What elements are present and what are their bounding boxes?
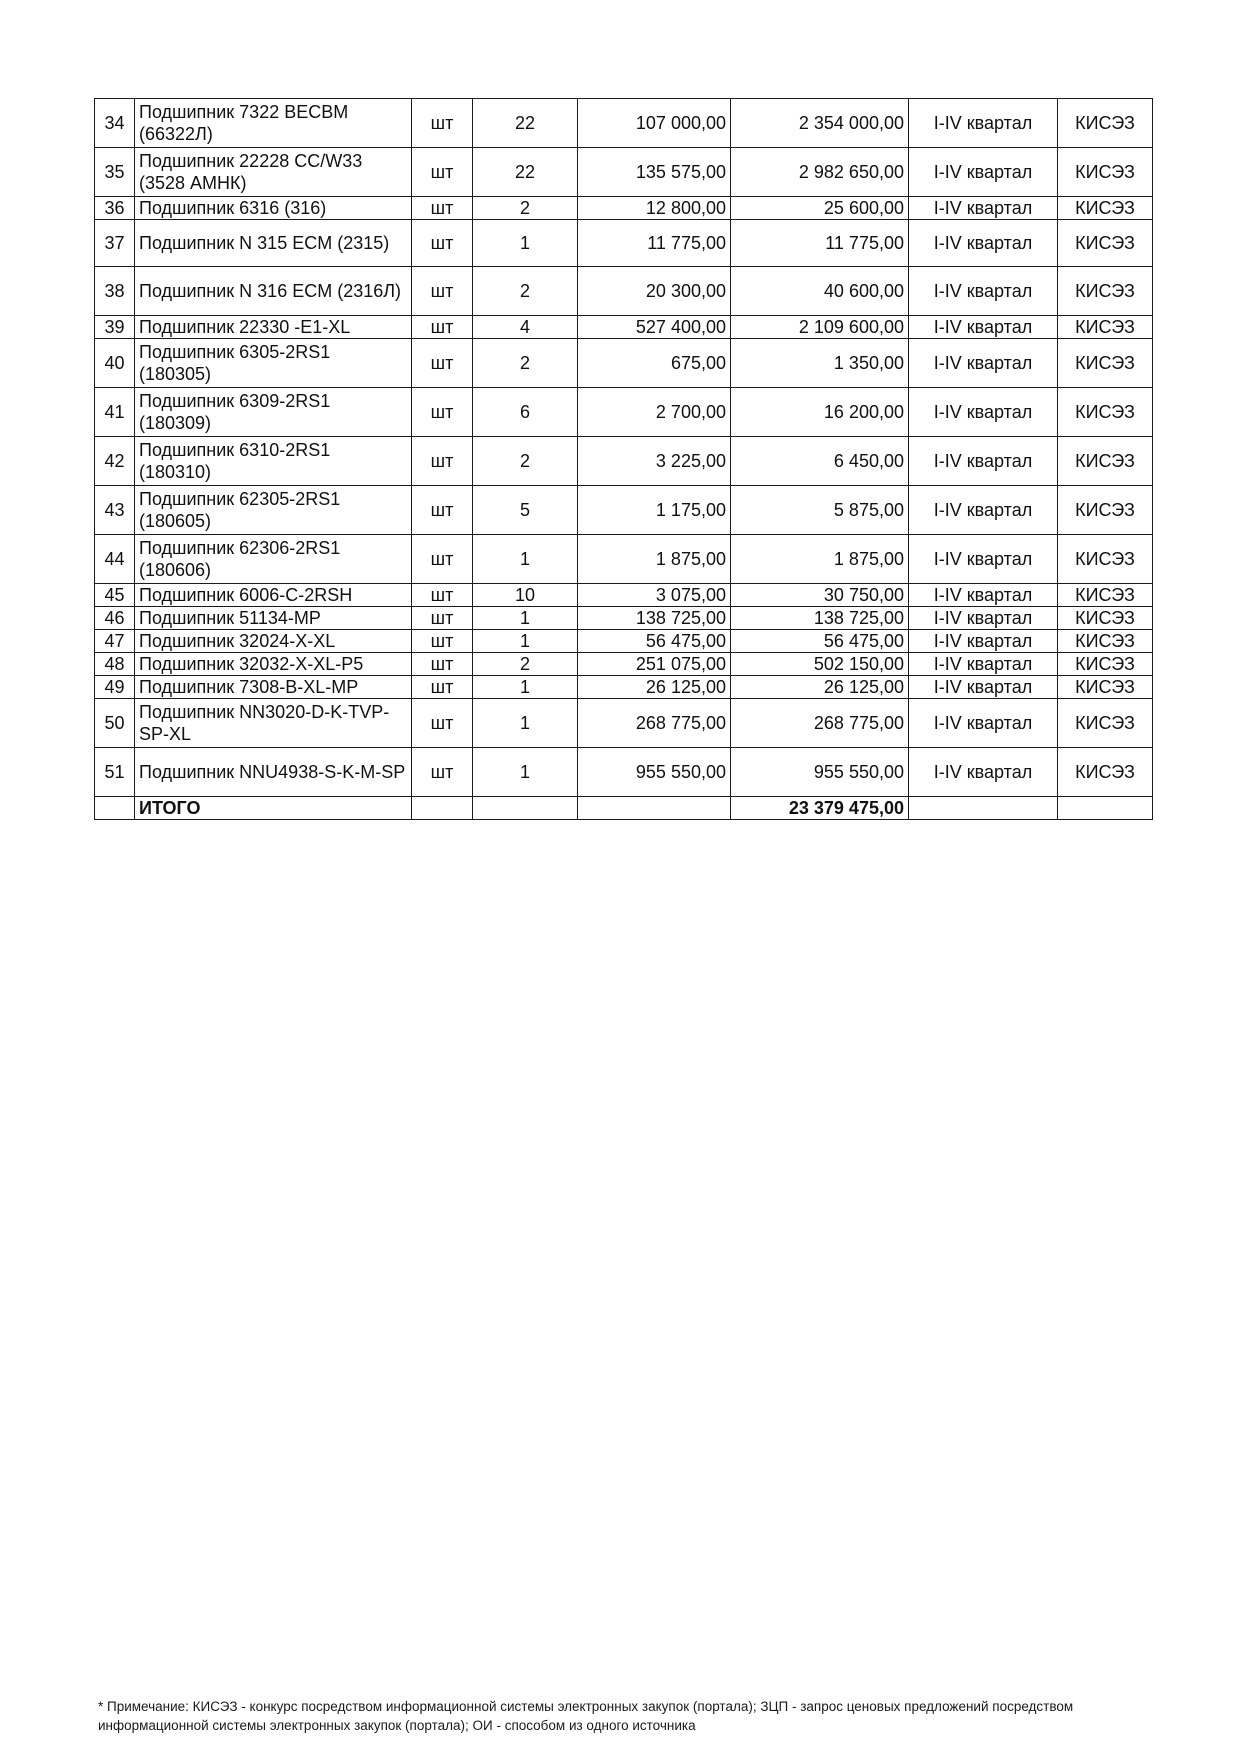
procurement-method-cell: КИСЭЗ <box>1058 486 1153 535</box>
row-number: 46 <box>95 607 135 630</box>
total-sum-cell: 11 775,00 <box>731 220 909 267</box>
unit-cell: шт <box>412 220 473 267</box>
unit-price-cell: 3 225,00 <box>578 437 731 486</box>
unit-cell: шт <box>412 584 473 607</box>
quantity-cell: 2 <box>473 197 578 220</box>
row-number: 37 <box>95 220 135 267</box>
item-name: Подшипник 6310-2RS1 (180310) <box>135 437 412 486</box>
table-row <box>95 653 1153 676</box>
item-name: Подшипник 62305-2RS1 (180605) <box>135 486 412 535</box>
item-name: Подшипник 6305-2RS1 (180305) <box>135 339 412 388</box>
procurement-method-cell: КИСЭЗ <box>1058 220 1153 267</box>
table-row <box>95 339 1153 388</box>
item-name: Подшипник 32032-X-XL-P5 <box>135 653 412 676</box>
unit-price-cell: 527 400,00 <box>578 316 731 339</box>
item-name: Подшипник 22330 -E1-XL <box>135 316 412 339</box>
total-sum: 23 379 475,00 <box>731 797 909 820</box>
item-name: Подшипник 62306-2RS1 (180606) <box>135 535 412 584</box>
procurement-method-cell: КИСЭЗ <box>1058 699 1153 748</box>
delivery-term-cell: I-IV квартал <box>909 339 1058 388</box>
unit-cell: шт <box>412 267 473 316</box>
table-row <box>95 699 1153 748</box>
unit-cell: шт <box>412 535 473 584</box>
quantity-cell: 2 <box>473 437 578 486</box>
quantity-cell: 6 <box>473 388 578 437</box>
delivery-term-cell: I-IV квартал <box>909 699 1058 748</box>
delivery-term-cell: I-IV квартал <box>909 584 1058 607</box>
unit-price-cell: 107 000,00 <box>578 99 731 148</box>
total-sum-cell: 2 982 650,00 <box>731 148 909 197</box>
item-name: Подшипник 32024-X-XL <box>135 630 412 653</box>
unit-cell: шт <box>412 316 473 339</box>
empty-cell <box>1058 797 1153 820</box>
total-sum-cell: 1 350,00 <box>731 339 909 388</box>
procurement-method-cell: КИСЭЗ <box>1058 630 1153 653</box>
procurement-method-cell: КИСЭЗ <box>1058 607 1153 630</box>
unit-price-cell: 251 075,00 <box>578 653 731 676</box>
item-name: Подшипник N 316 ECM (2316Л) <box>135 267 412 316</box>
table-row <box>95 748 1153 797</box>
unit-cell: шт <box>412 699 473 748</box>
procurement-method-cell: КИСЭЗ <box>1058 437 1153 486</box>
unit-price-cell: 1 875,00 <box>578 535 731 584</box>
item-name: Подшипник N 315 ECM (2315) <box>135 220 412 267</box>
empty-cell <box>909 797 1058 820</box>
procurement-method-cell: КИСЭЗ <box>1058 535 1153 584</box>
quantity-cell: 1 <box>473 676 578 699</box>
unit-cell: шт <box>412 676 473 699</box>
quantity-cell: 1 <box>473 630 578 653</box>
row-number: 51 <box>95 748 135 797</box>
unit-cell: шт <box>412 388 473 437</box>
procurement-method-cell: КИСЭЗ <box>1058 748 1153 797</box>
row-number: 38 <box>95 267 135 316</box>
quantity-cell: 1 <box>473 699 578 748</box>
row-number: 50 <box>95 699 135 748</box>
unit-price-cell: 2 700,00 <box>578 388 731 437</box>
delivery-term-cell: I-IV квартал <box>909 267 1058 316</box>
unit-cell: шт <box>412 99 473 148</box>
procurement-method-cell: КИСЭЗ <box>1058 339 1153 388</box>
quantity-cell: 1 <box>473 535 578 584</box>
row-number: 47 <box>95 630 135 653</box>
quantity-cell: 1 <box>473 607 578 630</box>
quantity-cell: 2 <box>473 267 578 316</box>
total-sum-cell: 2 354 000,00 <box>731 99 909 148</box>
item-name: Подшипник 22228 CC/W33 (3528 АМНК) <box>135 148 412 197</box>
table-row <box>95 388 1153 437</box>
delivery-term-cell: I-IV квартал <box>909 748 1058 797</box>
row-number: 48 <box>95 653 135 676</box>
table-row <box>95 437 1153 486</box>
total-sum-cell: 40 600,00 <box>731 267 909 316</box>
row-number: 35 <box>95 148 135 197</box>
table-row <box>95 584 1153 607</box>
table-row <box>95 676 1153 699</box>
delivery-term-cell: I-IV квартал <box>909 220 1058 267</box>
total-sum-cell: 2 109 600,00 <box>731 316 909 339</box>
procurement-method-cell: КИСЭЗ <box>1058 197 1153 220</box>
item-name: Подшипник 7322 BECBM (66322Л) <box>135 99 412 148</box>
total-sum-cell: 25 600,00 <box>731 197 909 220</box>
delivery-term-cell: I-IV квартал <box>909 316 1058 339</box>
delivery-term-cell: I-IV квартал <box>909 388 1058 437</box>
unit-price-cell: 20 300,00 <box>578 267 731 316</box>
delivery-term-cell: I-IV квартал <box>909 99 1058 148</box>
procurement-method-cell: КИСЭЗ <box>1058 267 1153 316</box>
empty-cell <box>95 797 135 820</box>
row-number: 43 <box>95 486 135 535</box>
unit-price-cell: 3 075,00 <box>578 584 731 607</box>
quantity-cell: 22 <box>473 99 578 148</box>
unit-price-cell: 138 725,00 <box>578 607 731 630</box>
quantity-cell: 1 <box>473 220 578 267</box>
table-row <box>95 607 1153 630</box>
procurement-method-cell: КИСЭЗ <box>1058 653 1153 676</box>
unit-price-cell: 12 800,00 <box>578 197 731 220</box>
unit-price-cell: 955 550,00 <box>578 748 731 797</box>
total-label: ИТОГО <box>135 797 412 820</box>
table-row <box>95 630 1153 653</box>
table-row <box>95 267 1153 316</box>
row-number: 45 <box>95 584 135 607</box>
unit-cell: шт <box>412 148 473 197</box>
procurement-method-cell: КИСЭЗ <box>1058 388 1153 437</box>
row-number: 41 <box>95 388 135 437</box>
item-name: Подшипник 51134-MP <box>135 607 412 630</box>
unit-price-cell: 56 475,00 <box>578 630 731 653</box>
unit-price-cell: 26 125,00 <box>578 676 731 699</box>
unit-cell: шт <box>412 653 473 676</box>
total-sum-cell: 16 200,00 <box>731 388 909 437</box>
procurement-table <box>94 98 1153 820</box>
total-sum-cell: 955 550,00 <box>731 748 909 797</box>
row-number: 42 <box>95 437 135 486</box>
total-sum-cell: 6 450,00 <box>731 437 909 486</box>
row-number: 34 <box>95 99 135 148</box>
table-row <box>95 220 1153 267</box>
total-sum-cell: 502 150,00 <box>731 653 909 676</box>
delivery-term-cell: I-IV квартал <box>909 630 1058 653</box>
unit-price-cell: 268 775,00 <box>578 699 731 748</box>
item-name: Подшипник 6006-C-2RSH <box>135 584 412 607</box>
total-sum-cell: 5 875,00 <box>731 486 909 535</box>
delivery-term-cell: I-IV квартал <box>909 535 1058 584</box>
unit-price-cell: 675,00 <box>578 339 731 388</box>
footnote: * Примечание: КИСЭЗ - конкурс посредством информационной системы электронных закупок (портала); ЗЦП - запрос ценовых предложений посредством информационной системы электронных закупок (портала); ОИ - способом из одного источника <box>98 1699 1074 1733</box>
item-name: Подшипник 6316 (316) <box>135 197 412 220</box>
delivery-term-cell: I-IV квартал <box>909 607 1058 630</box>
quantity-cell: 2 <box>473 653 578 676</box>
empty-cell <box>412 797 473 820</box>
empty-cell <box>473 797 578 820</box>
unit-cell: шт <box>412 486 473 535</box>
total-sum-cell: 56 475,00 <box>731 630 909 653</box>
unit-cell: шт <box>412 339 473 388</box>
empty-cell <box>578 797 731 820</box>
table-row <box>95 316 1153 339</box>
delivery-term-cell: I-IV квартал <box>909 148 1058 197</box>
delivery-term-cell: I-IV квартал <box>909 676 1058 699</box>
unit-cell: шт <box>412 748 473 797</box>
delivery-term-cell: I-IV квартал <box>909 486 1058 535</box>
total-sum-cell: 1 875,00 <box>731 535 909 584</box>
row-number: 40 <box>95 339 135 388</box>
procurement-method-cell: КИСЭЗ <box>1058 99 1153 148</box>
quantity-cell: 4 <box>473 316 578 339</box>
quantity-cell: 1 <box>473 748 578 797</box>
total-sum-cell: 30 750,00 <box>731 584 909 607</box>
quantity-cell: 2 <box>473 339 578 388</box>
table-body <box>95 99 1153 820</box>
unit-price-cell: 1 175,00 <box>578 486 731 535</box>
total-row <box>95 797 1153 820</box>
item-name: Подшипник NNU4938-S-K-M-SP <box>135 748 412 797</box>
unit-cell: шт <box>412 630 473 653</box>
delivery-term-cell: I-IV квартал <box>909 197 1058 220</box>
procurement-method-cell: КИСЭЗ <box>1058 676 1153 699</box>
delivery-term-cell: I-IV квартал <box>909 437 1058 486</box>
table-row <box>95 99 1153 148</box>
procurement-method-cell: КИСЭЗ <box>1058 316 1153 339</box>
unit-cell: шт <box>412 607 473 630</box>
row-number: 49 <box>95 676 135 699</box>
item-name: Подшипник 6309-2RS1 (180309) <box>135 388 412 437</box>
table-row <box>95 197 1153 220</box>
item-name: Подшипник 7308-B-XL-MP <box>135 676 412 699</box>
row-number: 44 <box>95 535 135 584</box>
unit-price-cell: 135 575,00 <box>578 148 731 197</box>
row-number: 36 <box>95 197 135 220</box>
table-row <box>95 486 1153 535</box>
item-name: Подшипник NN3020-D-K-TVP-SP-XL <box>135 699 412 748</box>
total-sum-cell: 138 725,00 <box>731 607 909 630</box>
quantity-cell: 5 <box>473 486 578 535</box>
quantity-cell: 10 <box>473 584 578 607</box>
procurement-method-cell: КИСЭЗ <box>1058 148 1153 197</box>
unit-cell: шт <box>412 197 473 220</box>
quantity-cell: 22 <box>473 148 578 197</box>
total-sum-cell: 26 125,00 <box>731 676 909 699</box>
row-number: 39 <box>95 316 135 339</box>
table-row <box>95 148 1153 197</box>
procurement-method-cell: КИСЭЗ <box>1058 584 1153 607</box>
table-row <box>95 535 1153 584</box>
unit-cell: шт <box>412 437 473 486</box>
total-sum-cell: 268 775,00 <box>731 699 909 748</box>
unit-price-cell: 11 775,00 <box>578 220 731 267</box>
delivery-term-cell: I-IV квартал <box>909 653 1058 676</box>
